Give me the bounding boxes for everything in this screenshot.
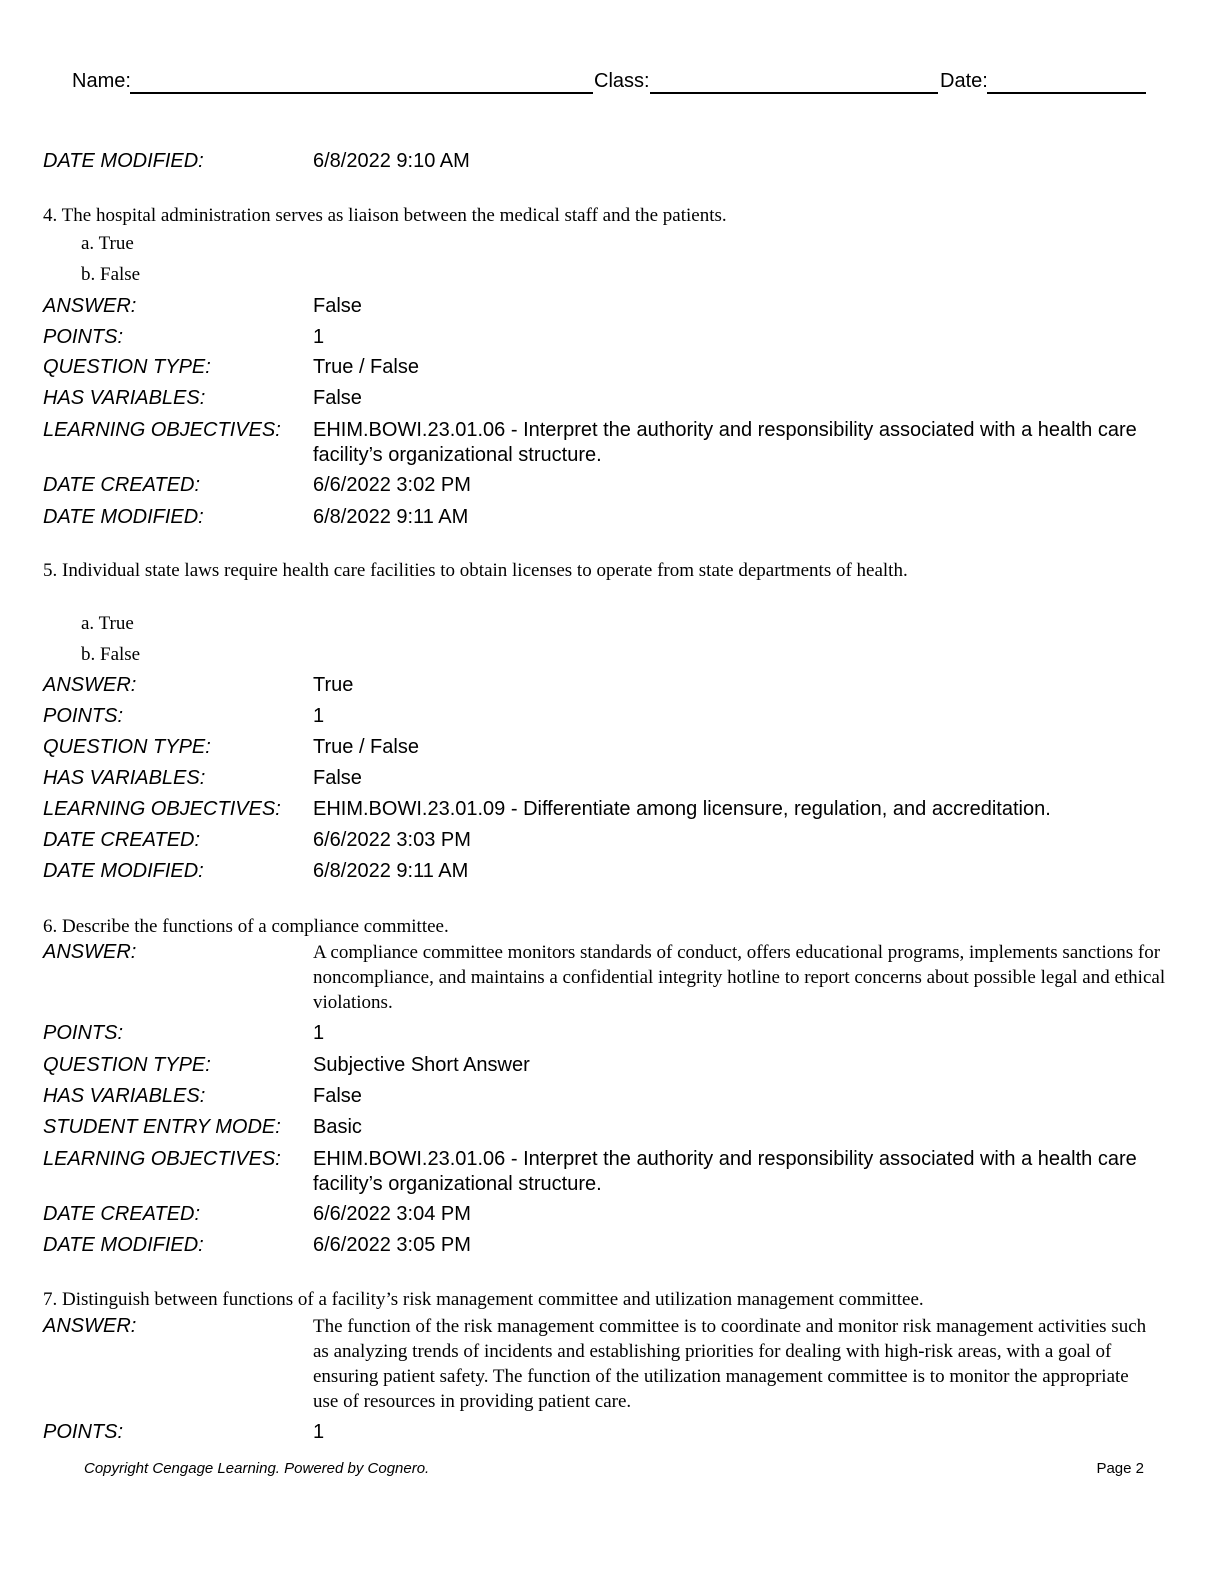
learning-objectives-label: LEARNING OBJECTIVES:	[43, 1148, 281, 1170]
q4-question-type-row	[43, 355, 1172, 380]
copyright-footer: Copyright Cengage Learning. Powered by Cognero.	[84, 1460, 430, 1477]
q5-learning-objectives: EHIM.BOWI.23.01.09 - Differentiate among licensure, regulation, and accreditation.	[313, 798, 1051, 820]
q6-answer: A compliance committee monitors standards of conduct, offers educational programs, implements sanctions for noncompliance, and maintains a confidential integrity hotline to report concerns about possible legal and ethical violations.	[313, 942, 1166, 1013]
q5-option-b: b. False	[81, 644, 141, 665]
q5-date-created-row	[43, 828, 1172, 853]
q5-has-variables-row	[43, 766, 1172, 791]
date-field[interactable]	[987, 92, 1146, 94]
q6-points: 1	[313, 1022, 325, 1044]
points-label: POINTS:	[43, 705, 124, 727]
q4-date-modified: 6/8/2022 9:11 AM	[313, 506, 469, 528]
question-type-label: QUESTION TYPE:	[43, 356, 211, 378]
q4-has-variables-row	[43, 386, 1172, 411]
q6-learning-objectives: EHIM.BOWI.23.01.06 - Interpret the authority and responsibility associated with a health care facility’s organizational structure.	[313, 1148, 1137, 1195]
q6-has-variables: False	[313, 1085, 362, 1107]
answer-label: ANSWER:	[43, 674, 137, 696]
q5-points: 1	[313, 705, 325, 727]
q4-points: 1	[313, 326, 325, 348]
q6-date-created: 6/6/2022 3:04 PM	[313, 1203, 471, 1225]
q5-question-type: True / False	[313, 736, 419, 758]
student-entry-mode-label: STUDENT ENTRY MODE:	[43, 1116, 281, 1138]
q6-date-created-row	[43, 1202, 1172, 1227]
question-type-label: QUESTION TYPE:	[43, 1054, 211, 1076]
name-label: Name:	[72, 70, 131, 92]
date-created-label: DATE CREATED:	[43, 1203, 201, 1225]
date-modified-label: DATE MODIFIED:	[43, 506, 204, 528]
points-label: POINTS:	[43, 1022, 124, 1044]
q4-date-modified-row	[43, 505, 1172, 530]
question-7-text: 7. Distinguish between functions of a facility’s risk management committee and utilization management committee.	[43, 1289, 924, 1310]
q4-points-row	[43, 325, 1172, 350]
date-created-label: DATE CREATED:	[43, 474, 201, 496]
q5-answer: True	[313, 674, 354, 696]
learning-objectives-label: LEARNING OBJECTIVES:	[43, 419, 281, 441]
has-variables-label: HAS VARIABLES:	[43, 1085, 206, 1107]
points-label: POINTS:	[43, 326, 124, 348]
q5-date-modified: 6/8/2022 9:11 AM	[313, 860, 469, 882]
q5-answer-row	[43, 673, 1172, 698]
class-label: Class:	[594, 70, 650, 92]
question-6-text: 6. Describe the functions of a compliance committee.	[43, 916, 449, 937]
date-modified-label: DATE MODIFIED:	[43, 150, 204, 172]
name-field[interactable]	[130, 92, 593, 94]
q5-question-type-row	[43, 735, 1172, 760]
q6-student-entry-mode: Basic	[313, 1116, 362, 1138]
q4-learning-objectives: EHIM.BOWI.23.01.06 - Interpret the authority and responsibility associated with a health care facility’s organizational structure.	[313, 419, 1137, 466]
q5-date-modified-row	[43, 859, 1172, 884]
points-label: POINTS:	[43, 1421, 124, 1443]
q4-option-b: b. False	[81, 264, 141, 285]
prev-date-modified-row	[43, 149, 1172, 174]
has-variables-label: HAS VARIABLES:	[43, 387, 206, 409]
q6-date-modified: 6/6/2022 3:05 PM	[313, 1234, 471, 1256]
date-created-label: DATE CREATED:	[43, 829, 201, 851]
q5-learning-objectives-row	[43, 797, 1172, 822]
question-4-text: 4. The hospital administration serves as liaison between the medical staff and the patients.	[43, 205, 727, 226]
q4-learning-objectives-row	[43, 418, 1172, 468]
q7-points-row	[43, 1420, 1172, 1445]
q5-points-row	[43, 704, 1172, 729]
date-label: Date:	[940, 70, 988, 92]
q4-answer-row	[43, 294, 1172, 319]
answer-label: ANSWER:	[43, 941, 137, 963]
page-number: Page 2	[1096, 1460, 1144, 1477]
answer-label: ANSWER:	[43, 1315, 137, 1337]
q4-answer: False	[313, 295, 362, 317]
q6-date-modified-row	[43, 1233, 1172, 1258]
q4-question-type: True / False	[313, 356, 419, 378]
date-modified-label: DATE MODIFIED:	[43, 1234, 204, 1256]
answer-label: ANSWER:	[43, 295, 137, 317]
q6-has-variables-row	[43, 1084, 1172, 1109]
question-type-label: QUESTION TYPE:	[43, 736, 211, 758]
q6-student-entry-mode-row	[43, 1115, 1172, 1140]
q4-date-created-row	[43, 473, 1172, 498]
q6-question-type-row	[43, 1053, 1172, 1078]
q6-answer-row	[43, 940, 1172, 1015]
q6-learning-objectives-row	[43, 1147, 1172, 1197]
q6-points-row	[43, 1021, 1172, 1046]
date-modified-label: DATE MODIFIED:	[43, 860, 204, 882]
q5-has-variables: False	[313, 767, 362, 789]
q7-answer: The function of the risk management committee is to coordinate and monitor risk management activities such as analyzing trends of incidents and establishing priorities for dealing with high-risk areas, with a goal of ensuring patient safety. The function of the utilization management committee is to monitor the appropriate use of resources in providing patient care.	[313, 1316, 1147, 1412]
q5-date-created: 6/6/2022 3:03 PM	[313, 829, 471, 851]
date-modified-value: 6/8/2022 9:10 AM	[313, 150, 470, 172]
class-field[interactable]	[650, 92, 938, 94]
q6-question-type: Subjective Short Answer	[313, 1054, 530, 1076]
q4-has-variables: False	[313, 387, 362, 409]
q4-date-created: 6/6/2022 3:02 PM	[313, 474, 471, 496]
has-variables-label: HAS VARIABLES:	[43, 767, 206, 789]
q4-option-a: a. True	[81, 233, 134, 254]
question-5-text: 5. Individual state laws require health care facilities to obtain licenses to operate from state departments of health.	[43, 560, 908, 581]
q5-option-a: a. True	[81, 613, 134, 634]
q7-answer-row	[43, 1314, 1172, 1414]
q7-points: 1	[313, 1421, 325, 1443]
learning-objectives-label: LEARNING OBJECTIVES:	[43, 798, 281, 820]
